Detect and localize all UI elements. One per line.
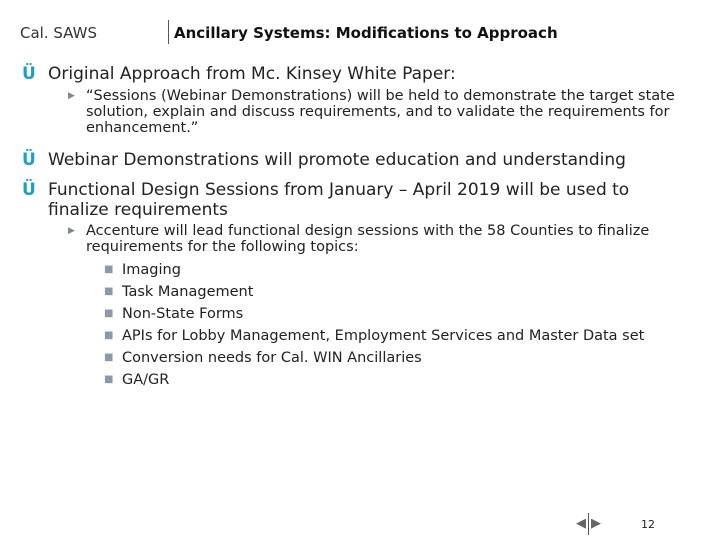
square-bullet-icon: ■ [104,374,114,385]
square-bullet-icon: ■ [104,308,114,319]
triangle-bullet-icon: ▶ [68,91,75,101]
curved-arrow-icon: Ü [22,150,36,170]
bullet-functional-design [22,180,688,220]
square-bullet-icon: ■ [104,352,114,363]
topic-item [104,326,644,346]
topic-text: Non-State Forms [122,306,244,322]
topic-text: Imaging [122,262,181,278]
bullet-text: Webinar Demonstrations will promote education and understanding [48,150,626,170]
bullet-text: Original Approach from Mc. Kinsey White Paper: [48,64,456,84]
sub-bullet-text: “Sessions (Webinar Demonstrations) will be held to demonstrate the target state solution, explain and discuss requirements, and to validate the requirements for enhancement.” [86,88,675,136]
topic-item [104,348,422,368]
header-brand: Cal. SAWS [20,24,97,42]
square-bullet-icon: ■ [104,330,114,341]
square-bullet-icon: ■ [104,286,114,297]
topic-item [104,370,169,390]
bullet-webinar [22,150,688,170]
page-number: 12 [641,518,655,531]
bullet-text: Functional Design Sessions from January – April 2019 will be used to finalize requirements [48,180,630,220]
square-bullet-icon: ■ [104,264,114,275]
topic-text: Task Management [122,284,254,300]
topic-text: GA/GR [122,372,170,388]
slide-nav [576,513,601,535]
triangle-bullet-icon: ▶ [68,226,75,236]
sub-bullet-quote [68,88,686,136]
previous-slide-icon[interactable]: ◀ [576,516,586,531]
curved-arrow-icon: Ü [22,180,36,200]
curved-arrow-icon: Ü [22,64,36,84]
nav-divider [588,513,589,535]
topic-item [104,304,243,324]
topic-text: Conversion needs for Cal. WIN Ancillaries [122,350,422,366]
topic-item [104,260,181,280]
topic-item [104,282,253,302]
topic-text: APIs for Lobby Management, Employment Services and Master Data set [122,328,645,344]
header-divider [168,20,169,44]
sub-bullet-text: Accenture will lead functional design sessions with the 58 Counties to finalize requirements for the following topics: [86,223,650,255]
sub-bullet-accenture [68,223,686,255]
bullet-original-approach [22,64,688,84]
slide-title: Ancillary Systems: Modifications to Approach [174,24,558,42]
next-slide-icon[interactable]: ▶ [591,516,601,531]
